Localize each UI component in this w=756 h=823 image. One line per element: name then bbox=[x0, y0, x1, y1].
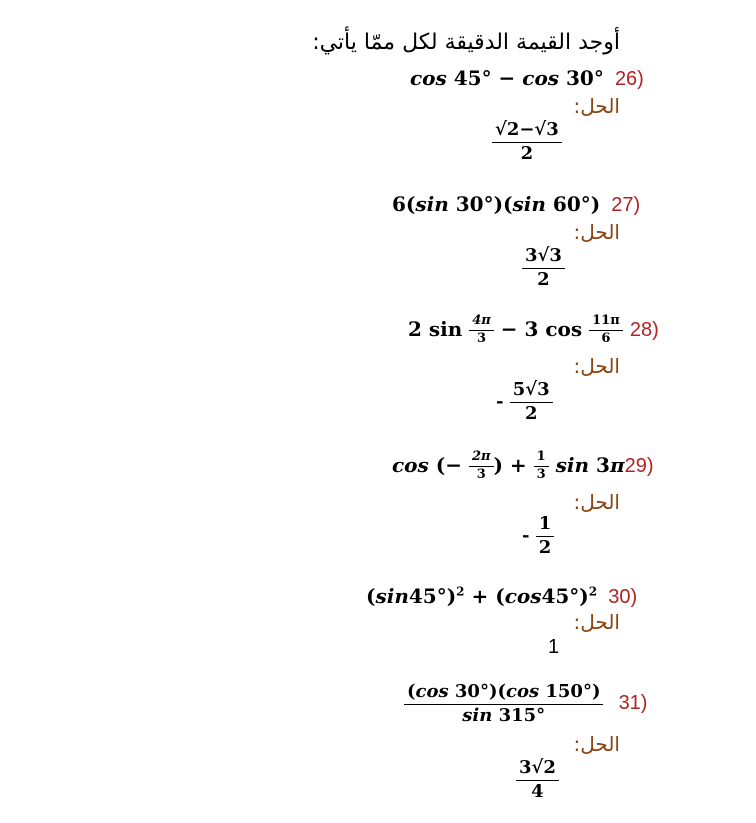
problem-expression: $(\sin 45^\circ)^2 + (\cos 45^\circ)^2$ bbox=[366, 584, 598, 608]
answer-27: $\frac{3√3}{2}$ bbox=[522, 246, 565, 290]
problem-number: 29) bbox=[624, 454, 654, 477]
answer-26: $\frac{√2-√3}{2}$ bbox=[492, 120, 562, 164]
problem-27 bbox=[392, 192, 640, 217]
problem-expression: cos 45° − cos 30° bbox=[410, 66, 604, 90]
problem-26 bbox=[410, 66, 644, 91]
solution-label: الحل: bbox=[573, 490, 620, 514]
answer-30: 1 bbox=[548, 636, 560, 658]
solution-label: الحل: bbox=[573, 732, 620, 756]
problem-29 bbox=[392, 450, 654, 483]
problem-28 bbox=[408, 314, 659, 347]
solution-label: الحل: bbox=[573, 220, 620, 244]
problem-expression: cos (− $\frac{2\pi}{3}$ ) + $\frac{1}{3}$ sin 3π bbox=[392, 449, 625, 482]
problem-number: 28) bbox=[629, 318, 659, 341]
answer-29: - $\frac{1}{2}$ bbox=[522, 514, 554, 558]
solution-label: الحل: bbox=[573, 354, 620, 378]
problem-31 bbox=[404, 682, 647, 726]
problem-number: 30) bbox=[608, 586, 638, 608]
problem-expression: $\frac{(\cos 30^\circ)(\cos 150^\circ)}{\sin 315^\circ}$ bbox=[404, 693, 603, 714]
problem-number: 31) bbox=[618, 692, 648, 715]
problem-number: 27) bbox=[611, 194, 641, 216]
solution-label: الحل: bbox=[573, 610, 620, 634]
answer-31: $\frac{3√2}{4}$ bbox=[516, 758, 559, 802]
problem-number: 26) bbox=[614, 68, 644, 90]
page-heading: أوجد القيمة الدقيقة لكل ممّا يأتي: bbox=[312, 30, 620, 55]
problem-30 bbox=[366, 584, 637, 609]
answer-28: - $\frac{5√3}{2}$ bbox=[496, 380, 553, 424]
problem-expression: 6(sin 30°)(sin 60°) bbox=[392, 192, 601, 216]
problem-expression: 2 sin $\frac{4\pi}{3}$ − 3 cos $\frac{11\pi}{6}$ bbox=[408, 317, 623, 341]
solution-label: الحل: bbox=[573, 94, 620, 118]
